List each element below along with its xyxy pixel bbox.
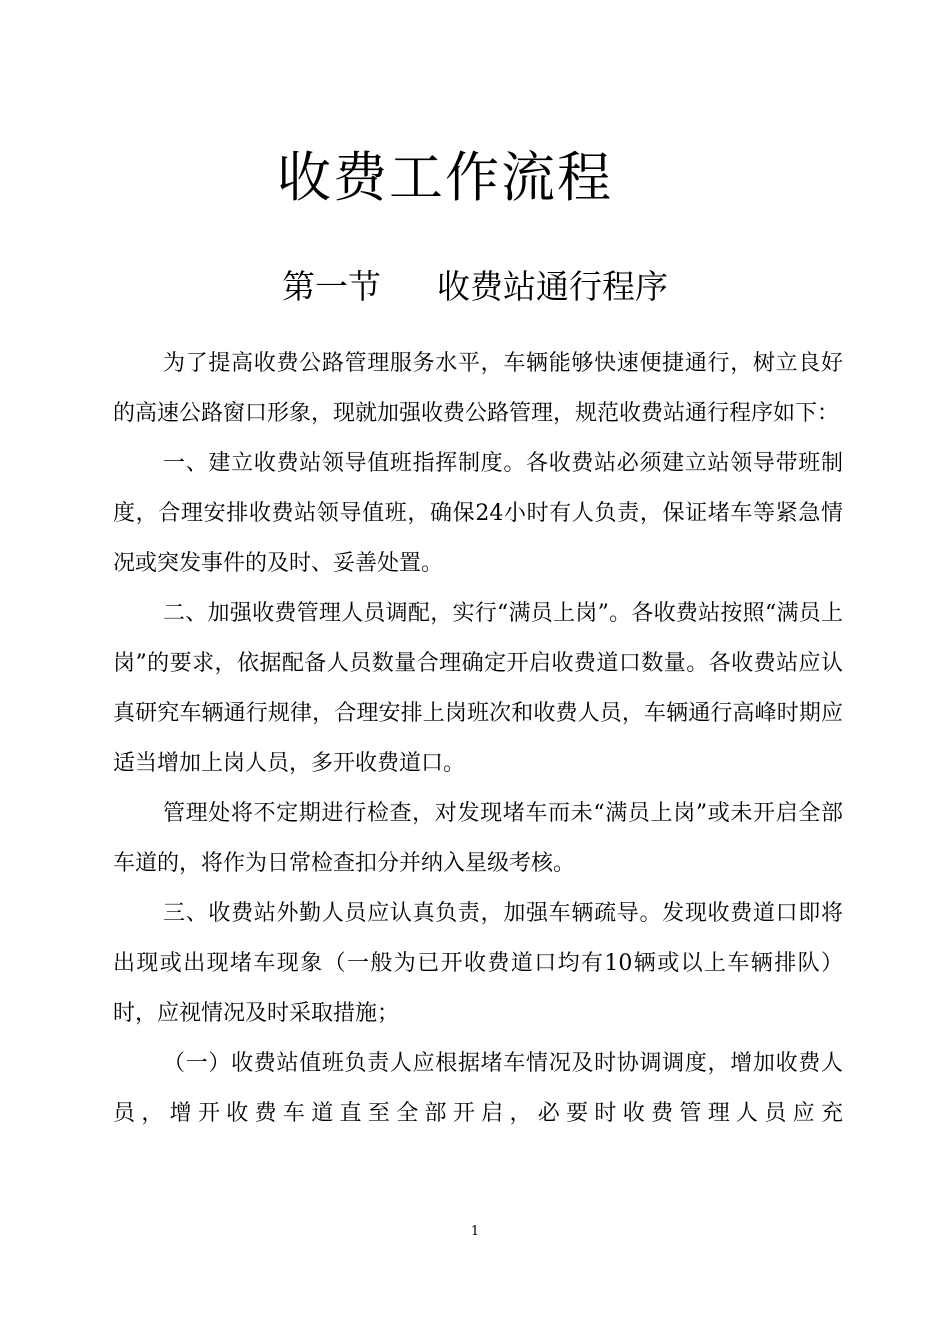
paragraph-item-1: 一、建立收费站领导值班指挥制度。各收费站必须建立站领导带班制度，合理安排收费站领导值班，确保24小时有人负责，保证堵车等紧急情况或突发事件的及时、妥善处置。 bbox=[113, 451, 843, 576]
page-number: 1 bbox=[470, 1224, 480, 1239]
paragraph-inspection-note: 管理处将不定期进行检查，对发现堵车而未“满员上岗”或未开启全部车道的，将作为日常检查扣分并纳入星级考核。 bbox=[113, 801, 843, 876]
document-title: 收费工作流程 bbox=[277, 146, 613, 209]
section-title: 收费站通行程序 bbox=[437, 267, 668, 306]
paragraph-item-2: 二、加强收费管理人员调配，实行“满员上岗”。各收费站按照“满员上岗”的要求，依据配备人员数量合理确定开启收费道口数量。各收费站应认真研究车辆通行规律，合理安排上岗班次和收费人员，车辆通行高峰时期应适当增加上岗人员，多开收费道口。 bbox=[113, 601, 843, 776]
section-heading bbox=[0, 262, 950, 312]
document-body bbox=[113, 339, 843, 1139]
paragraph-intro: 为了提高收费公路管理服务水平，车辆能够快速便捷通行，树立良好的高速公路窗口形象，现就加强收费公路管理，规范收费站通行程序如下： bbox=[113, 351, 843, 426]
section-number: 第一节 bbox=[282, 267, 381, 306]
paragraph-item-3: 三、收费站外勤人员应认真负责，加强车辆疏导。发现收费道口即将出现或出现堵车现象（一般为已开收费道口均有10辆或以上车辆排队）时，应视情况及时采取措施； bbox=[113, 901, 843, 1026]
paragraph-subitem-1: （一）收费站值班负责人应根据堵车情况及时协调调度，增加收费人员，增开收费车道直至全部开启，必要时收费管理人员应充 bbox=[113, 1051, 843, 1126]
